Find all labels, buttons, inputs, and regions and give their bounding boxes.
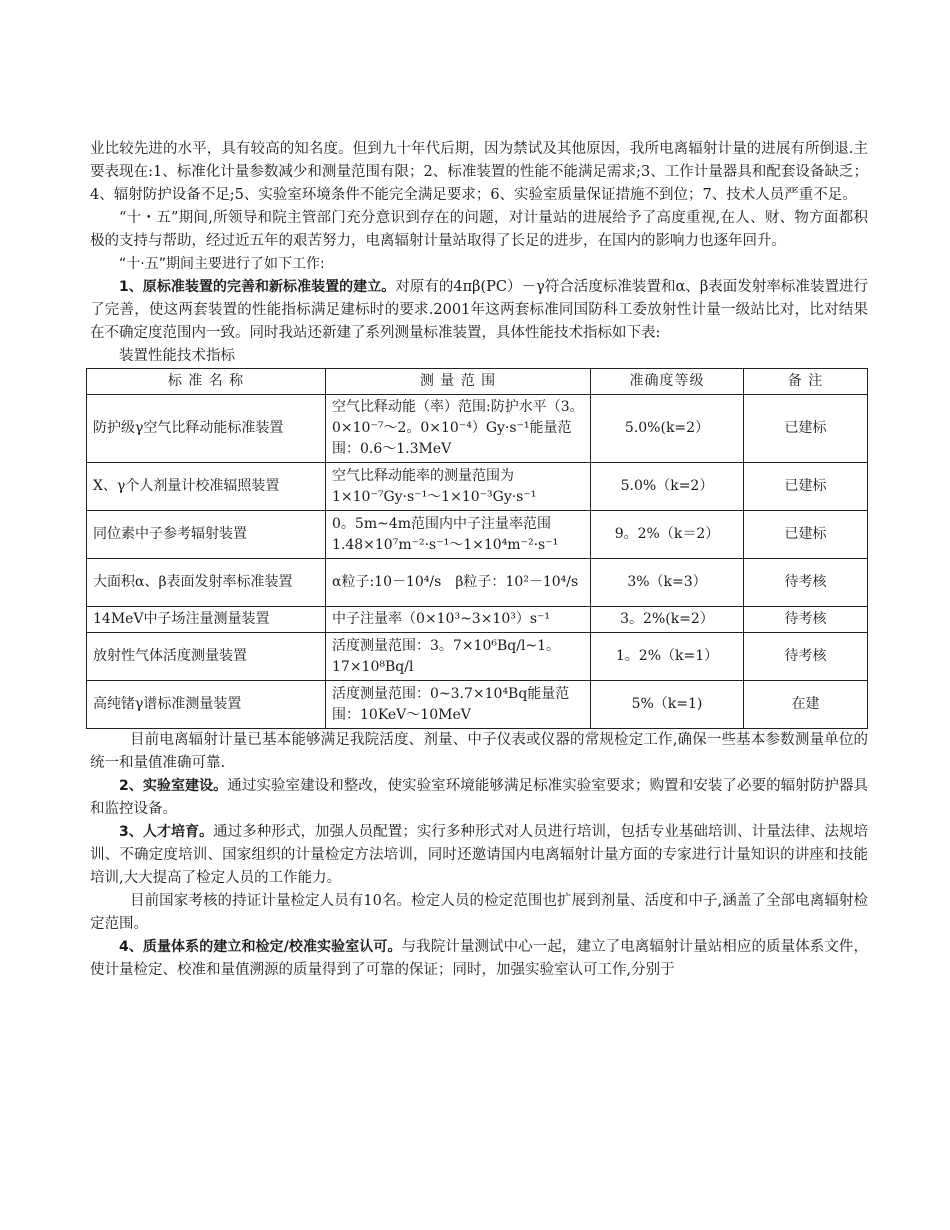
table-row bbox=[87, 633, 868, 681]
cell-name: 放射性气体活度测量装置 bbox=[87, 633, 326, 681]
cell-accuracy: 3%（k=3） bbox=[591, 559, 744, 607]
header-range: 测 量 范 围 bbox=[326, 369, 591, 395]
cell-range: 空气比释动能率的测量范围为1×10⁻⁷Gy·s⁻¹～1×10⁻³Gy·s⁻¹ bbox=[326, 463, 591, 511]
table-row bbox=[87, 463, 868, 511]
paragraph-1: 业比较先进的水平，具有较高的知名度。但到九十年代后期，因为禁试及其他原因，我所电离辐射计量的进展有所倒退.主要表现在:1、标准化计量参数减少和测量范围有限；2、标准装置的性能不能满足需求;3、工作计量器具和配套设备缺乏；4、辐射防护设备不足;5、实验室环境条件不能完全满足要求；6、实验室质量保证措施不到位；7、技术人员严重不足。 bbox=[90, 141, 868, 203]
item-4-text: 与我院计量测试中心一起，建立了电离辐射计量站相应的质量体系文件，使计量检定、校准和量值溯源的质量得到了可靠的保证；同时，加强实验室认可工作,分别于 bbox=[90, 939, 868, 978]
cell-range: 活度测量范围：3。7×10⁶Bq/l~1。17×10⁸Bq/l bbox=[326, 633, 591, 681]
cell-note: 待考核 bbox=[744, 633, 868, 681]
cell-name: 同位素中子参考辐射装置 bbox=[87, 511, 326, 559]
section-heading: “十·五”期间主要进行了如下工作: bbox=[119, 256, 325, 272]
cell-accuracy: 5.0%(k=2） bbox=[591, 395, 744, 463]
header-name: 标 准 名 称 bbox=[87, 369, 326, 395]
cell-note: 待考核 bbox=[744, 607, 868, 633]
cell-accuracy: 5.0%（k=2） bbox=[591, 463, 744, 511]
cell-range: 活度测量范围：0~3.7×10⁴Bq能量范围：10KeV～10MeV bbox=[326, 681, 591, 729]
cell-accuracy: 5%（k=1) bbox=[591, 681, 744, 729]
table-row bbox=[87, 559, 868, 607]
item-2-title: 2、实验室建设。 bbox=[119, 778, 228, 794]
cell-note: 在建 bbox=[744, 681, 868, 729]
cell-accuracy: 1。2%（k=1） bbox=[591, 633, 744, 681]
paragraph-item-3 bbox=[90, 821, 868, 890]
paragraph-item-4 bbox=[90, 936, 868, 982]
table-caption: 装置性能技术指标 bbox=[119, 348, 235, 364]
performance-table bbox=[86, 368, 868, 729]
cell-accuracy: 9。2%（k＝2） bbox=[591, 511, 744, 559]
cell-note: 已建标 bbox=[744, 511, 868, 559]
cell-note: 待考核 bbox=[744, 559, 868, 607]
item-3-title: 3、人才培育。 bbox=[119, 824, 214, 840]
item-1-title: 1、原标准装置的完善和新标准装置的建立。 bbox=[119, 279, 396, 295]
table-row bbox=[87, 681, 868, 729]
table-header-row bbox=[87, 369, 868, 395]
cell-name: 14MeV中子场注量测量装置 bbox=[87, 607, 326, 633]
cell-range: 空气比释动能（率）范围:防护水平（3。0×10⁻⁷～2。0×10⁻⁴）Gy·s⁻¹能量范围：0.6～1.3MeV bbox=[326, 395, 591, 463]
cell-name: X、γ个人剂量计校准辐照装置 bbox=[87, 463, 326, 511]
cell-accuracy: 3。2%(k=2） bbox=[591, 607, 744, 633]
cell-name: 大面积α、β表面发射率标准装置 bbox=[87, 559, 326, 607]
cell-name: 高纯锗γ谱标准测量装置 bbox=[87, 681, 326, 729]
header-note: 备 注 bbox=[744, 369, 868, 395]
cell-range: α粒子:10－10⁴/s β粒子：10²－10⁴/s bbox=[326, 559, 591, 607]
table-row bbox=[87, 511, 868, 559]
document-page bbox=[90, 138, 868, 982]
cell-range: 中子注量率（0×10³~3×10³）s⁻¹ bbox=[326, 607, 591, 633]
cell-note: 已建标 bbox=[744, 395, 868, 463]
table-row bbox=[87, 395, 868, 463]
item-2-text: 通过实验室建设和整改，使实验室环境能够满足标准实验室要求；购置和安装了必要的辐射防护器具和监控设备。 bbox=[90, 778, 869, 817]
paragraph-item-2 bbox=[90, 775, 868, 821]
cell-note: 已建标 bbox=[744, 463, 868, 511]
cell-range: 0。5m~4m范围内中子注量率范围1.48×10⁷m⁻²·s⁻¹～1×10⁴m⁻²·s⁻¹ bbox=[326, 511, 591, 559]
paragraph-8: 目前国家考核的持证计量检定人员有10名。检定人员的检定范围也扩展到剂量、活度和中子,涵盖了全部电离辐射检定范围。 bbox=[90, 893, 868, 932]
header-accuracy: 准确度等级 bbox=[591, 369, 744, 395]
table-row bbox=[87, 607, 868, 633]
item-3-text: 通过多种形式，加强人员配置；实行多种形式对人员进行培训，包括专业基础培训、计量法律、法规培训、不确定度培训、国家组织的计量检定方法培训，同时还邀请国内电离辐射计量方面的专家进行计量知识的讲座和技能培训,大大提高了检定人员的工作能力。 bbox=[90, 824, 868, 886]
item-1-text: 对原有的4πβ(PC）－γ符合活度标准装置和α、β表面发射率标准装置进行了完善，使这两套装置的性能指标满足建标时的要求.2001年这两套标准同国防科工委放射性计量一级站比对，比对结果在不确定度范围内一致。同时我站还新建了系列测量标准装置，具体性能技术指标如下表: bbox=[90, 279, 868, 341]
paragraph-item-1 bbox=[90, 276, 868, 345]
paragraph-2: “十・五”期间,所领导和院主管部门充分意识到存在的问题，对计量站的进展给予了高度重视,在人、财、物方面都积极的支持与帮助，经过近五年的艰苦努力，电离辐射计量站取得了长足的进步，在国内的影响力也逐年回升。 bbox=[90, 210, 868, 249]
paragraph-5: 目前电离辐射计量已基本能够满足我院活度、剂量、中子仪表或仪器的常规检定工作,确保一些基本参数测量单位的统一和量值准确可靠. bbox=[90, 732, 868, 771]
cell-name: 防护级γ空气比释动能标准装置 bbox=[87, 395, 326, 463]
item-4-title: 4、质量体系的建立和检定/校准实验室认可。 bbox=[119, 939, 402, 955]
